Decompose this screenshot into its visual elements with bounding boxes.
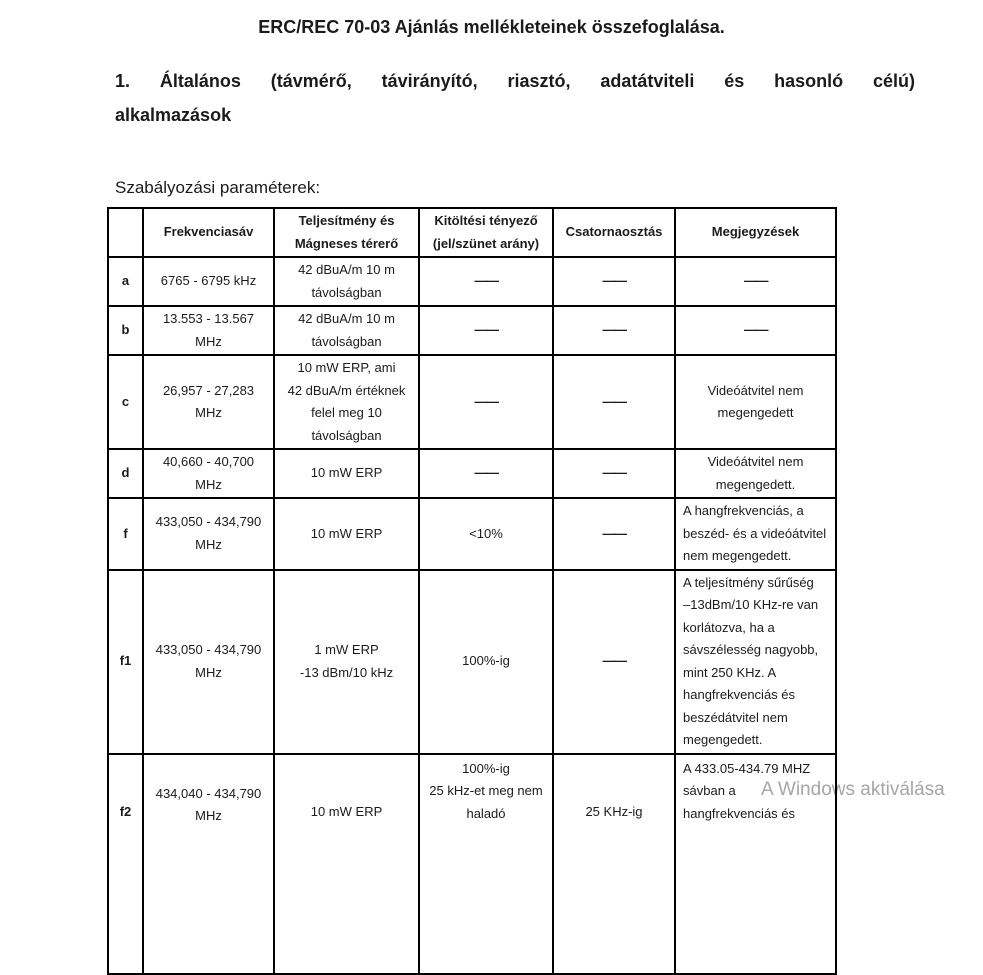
row-label [108, 754, 143, 974]
empty-value-dash: —— [602, 653, 626, 669]
empty-value-dash: —— [744, 273, 767, 289]
cell-text-line: Csatornaosztás [565, 224, 663, 240]
windows-activation-watermark: A Windows aktiválása [761, 779, 945, 800]
row-label-header [108, 208, 143, 257]
empty-value-dash: —— [602, 393, 626, 409]
cell-text-line: beszédátvitel nem [683, 709, 788, 725]
channel-cell [553, 570, 675, 754]
table-row-a [108, 257, 836, 306]
cell-text-line: 10 mW ERP [310, 465, 383, 481]
row-label [108, 449, 143, 498]
cell-text-line: Mágneses térerő [294, 235, 399, 251]
cell-text-line: 13.553 - 13.567 [162, 311, 255, 326]
cell-text-line: f2 [119, 803, 132, 819]
table-header-row [108, 208, 836, 257]
empty-value-dash: —— [474, 273, 498, 289]
table-row-f [108, 498, 836, 570]
cell-text-line: 26,957 - 27,283 [162, 382, 255, 398]
table-caption: Szabályozási paraméterek: [115, 178, 321, 197]
frequency-header [143, 208, 274, 257]
cell-text-line: haladó [466, 805, 506, 821]
power-cell [274, 570, 419, 754]
cell-text-line: Teljesítmény és [298, 213, 395, 228]
duty-cycle-cell [419, 257, 553, 306]
cell-text-line: <10% [469, 525, 503, 541]
frequency-cell [143, 306, 274, 355]
table-row-f2 [108, 754, 836, 974]
table-row-b [108, 306, 836, 355]
duty-cycle-cell [419, 570, 553, 754]
power-cell [274, 257, 419, 306]
cell-text-line: Kitöltési tényező [434, 213, 538, 228]
cell-text-line: Megjegyzések [711, 224, 800, 240]
channel-cell [553, 449, 675, 498]
notes-cell [675, 449, 836, 498]
cell-text-line: Videóátvitel nem [707, 382, 804, 398]
cell-text-line: Frekvenciasáv [163, 224, 254, 240]
frequency-cell [143, 498, 274, 570]
power-cell [274, 754, 419, 974]
channel-cell [553, 498, 675, 570]
power-cell [274, 498, 419, 570]
cell-text-line: sávban a [683, 783, 736, 798]
row-label [108, 498, 143, 570]
document-title: ERC/REC 70-03 Ajánlás mellékleteinek összefoglalása. [258, 17, 725, 37]
cell-text-line: MHz [195, 808, 222, 823]
frequency-cell [143, 257, 274, 306]
cell-text-line: MHz [195, 405, 222, 420]
cell-text-line: mint 250 KHz. A [683, 664, 777, 680]
frequency-cell [143, 449, 274, 498]
cell-text-line: 42 dBuA/m értéknek [287, 382, 406, 398]
table-body [108, 257, 836, 974]
cell-text-line: 100%-ig [462, 760, 510, 776]
cell-text-line: Videóátvitel nem [707, 454, 804, 469]
cell-text-line: (jel/szünet arány) [432, 235, 540, 251]
cell-text-line: MHz [195, 536, 222, 552]
cell-text-line: hangfrekvenciás és [683, 687, 796, 702]
notes-cell [675, 570, 836, 754]
cell-text-line: 42 dBuA/m 10 m [298, 262, 395, 277]
cell-text-line: MHz [195, 664, 222, 680]
empty-value-dash: —— [474, 393, 498, 409]
cell-text-line: f [123, 525, 128, 541]
cell-text-line: távolságban [311, 333, 382, 349]
cell-text-line: f1 [119, 653, 132, 669]
cell-text-line: korlátozva, ha a [683, 619, 775, 635]
notes-cell [675, 257, 836, 306]
row-label [108, 355, 143, 449]
cell-text-line: d [121, 465, 130, 481]
cell-text-line: 433,050 - 434,790 [155, 514, 262, 530]
channel-cell [553, 257, 675, 306]
cell-text-line: MHz [195, 476, 222, 492]
empty-value-dash: —— [474, 465, 498, 481]
power-cell [274, 355, 419, 449]
channel-cell [553, 306, 675, 355]
duty-cycle-cell [419, 754, 553, 974]
cell-text-line: távolságban [311, 284, 382, 300]
cell-text-line: -13 dBm/10 kHz [299, 664, 394, 680]
channel-header [553, 208, 675, 257]
cell-text-line: beszéd- és a videóátvitel [683, 525, 827, 541]
duty-cycle-cell [419, 355, 553, 449]
notes-cell [675, 355, 836, 449]
cell-text-line: sávszélesség nagyobb, [683, 642, 819, 657]
cell-text-line: 10 mW ERP [310, 525, 383, 541]
empty-value-dash: —— [602, 322, 626, 338]
cell-text-line: megengedett. [715, 476, 796, 492]
section-heading-line-1: 1. Általános (távmérő, távirányító, riasztó, adatátviteli és hasonló célú) [115, 71, 915, 91]
row-label [108, 306, 143, 355]
duty-cycle-header [419, 208, 553, 257]
table-row-d [108, 449, 836, 498]
cell-text-line: megengedett [717, 405, 794, 420]
channel-cell [553, 355, 675, 449]
notes-cell [675, 754, 836, 974]
empty-value-dash: —— [474, 322, 498, 338]
empty-value-dash: —— [602, 273, 626, 289]
cell-text-line: 25 KHz-ig [585, 803, 643, 819]
duty-cycle-cell [419, 498, 553, 570]
regulation-parameters-table [107, 207, 837, 975]
notes-cell [675, 306, 836, 355]
cell-text-line: –13dBm/10 KHz-re van [683, 597, 819, 612]
frequency-cell [143, 754, 274, 974]
frequency-cell [143, 355, 274, 449]
cell-text-line: a [121, 273, 130, 289]
cell-text-line: 40,660 - 40,700 [162, 454, 255, 469]
row-label [108, 570, 143, 754]
cell-text-line: 1 mW ERP [314, 642, 379, 657]
cell-text-line: megengedett. [683, 732, 763, 747]
cell-text-line: felel meg 10 [311, 405, 382, 420]
cell-text-line: 6765 - 6795 kHz [160, 273, 257, 289]
cell-text-line: 42 dBuA/m 10 m [298, 311, 395, 326]
empty-value-dash: —— [602, 525, 626, 541]
power-cell [274, 306, 419, 355]
cell-text-line: 100%-ig [462, 653, 510, 669]
table-header [108, 208, 836, 257]
cell-text-line: nem megengedett. [683, 548, 792, 563]
cell-text-line: 25 kHz-et meg nem [429, 783, 543, 798]
cell-text-line: 433,050 - 434,790 [155, 642, 262, 657]
notes-cell [675, 498, 836, 570]
power-header [274, 208, 419, 257]
cell-text-line: c [121, 393, 130, 409]
cell-text-line: A teljesítmény sűrűség [683, 574, 814, 590]
empty-value-dash: —— [602, 465, 626, 481]
cell-text-line: 10 mW ERP, ami [297, 360, 396, 375]
table-row-f1 [108, 570, 836, 754]
row-label [108, 257, 143, 306]
cell-text-line: 10 mW ERP [310, 803, 383, 819]
cell-text-line: A 433.05-434.79 MHZ [683, 760, 811, 776]
cell-text-line: távolságban [311, 427, 382, 443]
duty-cycle-cell [419, 449, 553, 498]
cell-text-line: A hangfrekvenciás, a [683, 503, 804, 518]
cell-text-line: 434,040 - 434,790 [155, 785, 262, 801]
frequency-cell [143, 570, 274, 754]
cell-text-line: MHz [195, 333, 222, 349]
table-row-c [108, 355, 836, 449]
channel-cell [553, 754, 675, 974]
empty-value-dash: —— [744, 322, 767, 338]
cell-text-line: hangfrekvenciás és [683, 805, 796, 821]
duty-cycle-cell [419, 306, 553, 355]
section-heading-line-2: alkalmazások [115, 105, 232, 125]
power-cell [274, 449, 419, 498]
notes-header [675, 208, 836, 257]
cell-text-line: b [121, 322, 130, 338]
